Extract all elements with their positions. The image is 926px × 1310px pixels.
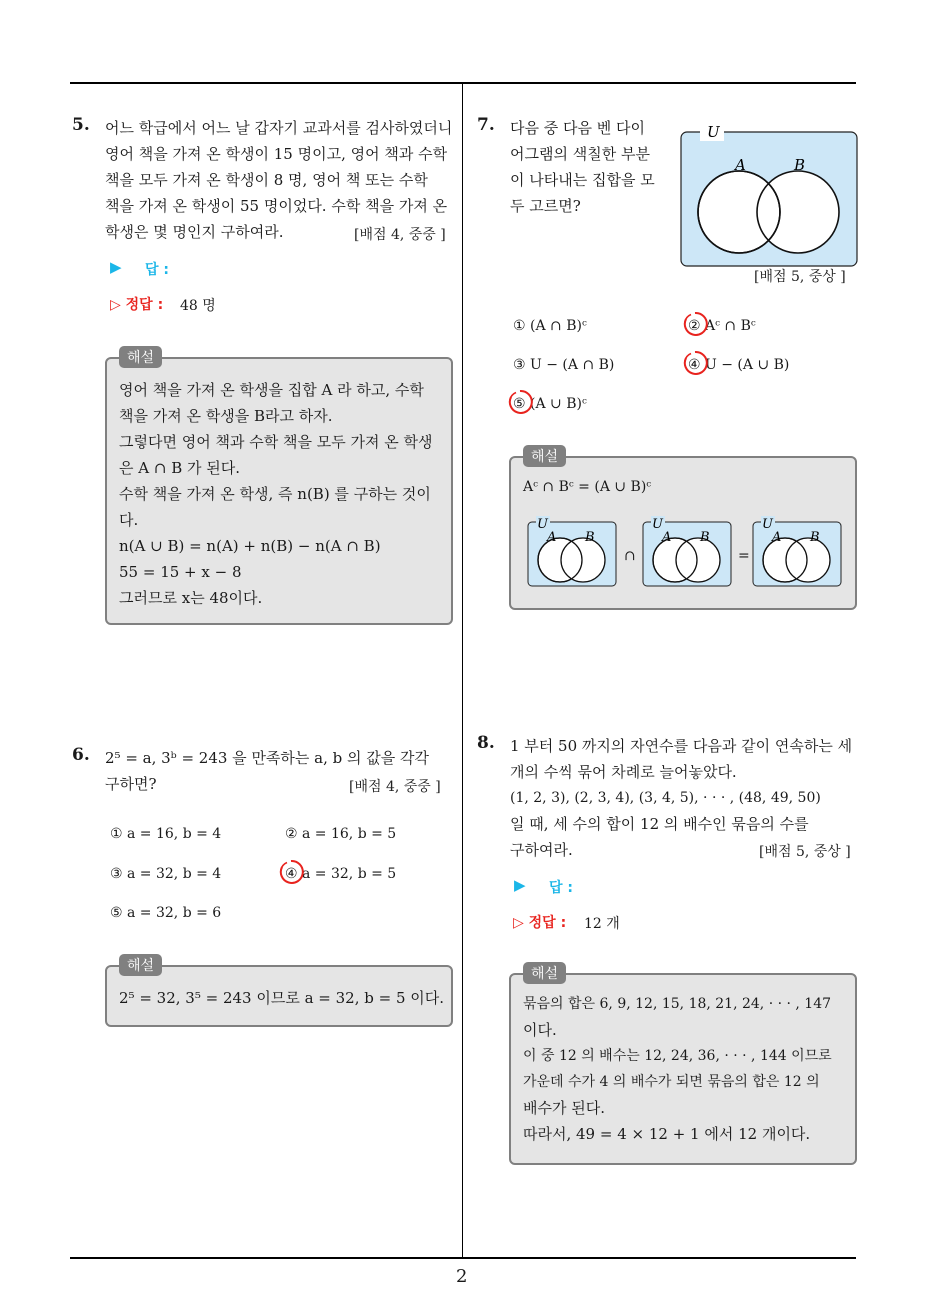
question-number: 6. bbox=[72, 745, 90, 765]
selected-circle-icon bbox=[682, 350, 708, 376]
choice-4[interactable]: ④ a = 32, b = 5 bbox=[285, 866, 397, 882]
selected-circle-icon bbox=[278, 859, 304, 885]
correct-answer-value: 48 명 bbox=[180, 298, 216, 314]
explanation-tag: 해설 bbox=[523, 962, 566, 984]
top-rule bbox=[70, 82, 856, 84]
set-b-label: B bbox=[810, 530, 820, 545]
score-difficulty: [배점 5, 중상 ] bbox=[759, 844, 851, 860]
universe-label: U bbox=[762, 517, 773, 532]
question-line: 두 고르면? bbox=[510, 197, 581, 215]
set-a-label: A bbox=[662, 530, 672, 545]
explanation-line: Aᶜ ∩ Bᶜ = (A ∪ B)ᶜ bbox=[523, 479, 652, 495]
explanation-line: 은 A ∩ B 가 된다. bbox=[119, 459, 240, 477]
question-line: 1 부터 50 까지의 자연수를 다음과 같이 연속하는 세 bbox=[510, 737, 853, 755]
explanation-tag: 해설 bbox=[119, 346, 162, 368]
set-a-label: A bbox=[772, 530, 782, 545]
question-number: 7. bbox=[477, 115, 495, 135]
score-difficulty: [배점 4, 중중 ] bbox=[354, 227, 446, 243]
question-line: 책을 가져 온 학생이 55 명이었다. 수학 책을 가져 온 bbox=[105, 197, 448, 215]
question-line: (1, 2, 3), (2, 3, 4), (3, 4, 5), · · · , (48, 49, 50) bbox=[510, 790, 821, 806]
set-a-label: A bbox=[735, 156, 746, 174]
question-line: 영어 책을 가져 온 학생이 15 명이고, 영어 책과 수학 bbox=[105, 145, 448, 163]
choice-1[interactable]: ① a = 16, b = 4 bbox=[110, 826, 222, 842]
explanation-line: 그러므로 x는 48이다. bbox=[119, 589, 263, 607]
set-a-label: A bbox=[547, 530, 557, 545]
equals-operator: = bbox=[738, 548, 750, 564]
explanation-tag: 해설 bbox=[523, 445, 566, 467]
question-line: 구하여라. bbox=[510, 841, 573, 859]
choice-5[interactable]: ⑤ (A ∪ B)ᶜ bbox=[513, 396, 587, 412]
set-b-label: B bbox=[700, 530, 710, 545]
correct-answer-label bbox=[513, 912, 566, 932]
correct-arrow-icon: ▷ bbox=[513, 915, 529, 931]
answer-arrow-icon: ▶ bbox=[514, 876, 526, 894]
intersect-operator: ∩ bbox=[624, 548, 636, 564]
explanation-box bbox=[105, 958, 453, 1027]
choice-2[interactable]: ② Aᶜ ∩ Bᶜ bbox=[688, 318, 756, 334]
selected-circle-icon bbox=[507, 389, 533, 415]
correct-label-text: 정답 : bbox=[528, 915, 567, 931]
choice-1[interactable]: ① (A ∩ B)ᶜ bbox=[513, 318, 587, 334]
explanation-line: 가운데 수가 4 의 배수가 되면 묶음의 합은 12 의 bbox=[523, 1074, 820, 1090]
correct-answer-label bbox=[110, 294, 163, 314]
question-number: 5. bbox=[72, 115, 90, 135]
universe-label: U bbox=[652, 517, 663, 532]
venn-diagram bbox=[680, 120, 860, 270]
explanation-box bbox=[509, 966, 857, 1165]
correct-label-text: 정답 : bbox=[125, 297, 164, 313]
universe-label: U bbox=[537, 517, 548, 532]
question-line: 구하면? bbox=[105, 775, 157, 793]
set-b-label: B bbox=[585, 530, 595, 545]
choice-3[interactable]: ③ a = 32, b = 4 bbox=[110, 866, 222, 882]
bottom-rule bbox=[70, 1257, 856, 1259]
choice-4[interactable]: ④ U − (A ∪ B) bbox=[688, 357, 790, 373]
question-line: 2⁵ = a, 3ᵇ = 243 을 만족하는 a, b 의 값을 각각 bbox=[105, 749, 430, 767]
venn-panel-3 bbox=[752, 516, 844, 588]
question-line: 다음 중 다음 벤 다이 bbox=[510, 119, 645, 137]
answer-arrow-icon: ▶ bbox=[110, 258, 122, 276]
question-line: 이 나타내는 집합을 모 bbox=[510, 171, 655, 189]
explanation-line: 묶음의 합은 6, 9, 12, 15, 18, 21, 24, · · · , 147 bbox=[523, 996, 832, 1012]
explanation-line: 55 = 15 + x − 8 bbox=[119, 563, 242, 581]
explanation-box bbox=[105, 350, 453, 625]
explanation-line: 책을 가져 온 학생을 B라고 하자. bbox=[119, 407, 333, 425]
question-line: 어그램의 색칠한 부분 bbox=[510, 145, 650, 163]
universe-label: U bbox=[707, 123, 720, 141]
question-line: 일 때, 세 수의 합이 12 의 배수인 묶음의 수를 bbox=[510, 815, 809, 833]
venn-panel-2 bbox=[642, 516, 734, 588]
explanation-box bbox=[509, 449, 857, 610]
score-difficulty: [배점 5, 중상 ] bbox=[754, 269, 846, 285]
question-line: 어느 학급에서 어느 날 갑자기 교과서를 검사하였더니 bbox=[105, 119, 453, 137]
explanation-line: 2⁵ = 32, 3⁵ = 243 이므로 a = 32, b = 5 이다. bbox=[119, 989, 445, 1007]
explanation-line: 이 중 12 의 배수는 12, 24, 36, · · · , 144 이므로 bbox=[523, 1048, 832, 1064]
explanation-line: 따라서, 49 = 4 × 12 + 1 에서 12 개이다. bbox=[523, 1125, 811, 1143]
choice-2[interactable]: ② a = 16, b = 5 bbox=[285, 826, 397, 842]
choice-3[interactable]: ③ U − (A ∩ B) bbox=[513, 357, 615, 373]
explanation-line: 배수가 된다. bbox=[523, 1099, 605, 1117]
explanation-line: n(A ∪ B) = n(A) + n(B) − n(A ∩ B) bbox=[119, 537, 381, 555]
explanation-line: 이다. bbox=[523, 1021, 557, 1039]
score-difficulty: [배점 4, 중중 ] bbox=[349, 779, 441, 795]
selected-circle-icon bbox=[682, 311, 708, 337]
correct-arrow-icon: ▷ bbox=[110, 297, 126, 313]
explanation-line: 수학 책을 가져 온 학생, 즉 n(B) 를 구하는 것이 bbox=[119, 485, 431, 503]
question-line: 개의 수씩 묶어 차례로 늘어놓았다. bbox=[510, 763, 737, 781]
venn-panel-1 bbox=[527, 516, 619, 588]
column-divider bbox=[462, 84, 463, 1258]
explanation-line: 그렇다면 영어 책과 수학 책을 모두 가져 온 학생 bbox=[119, 433, 433, 451]
explanation-line: 다. bbox=[119, 511, 139, 529]
explanation-line: 영어 책을 가져 온 학생을 집합 A 라 하고, 수학 bbox=[119, 381, 424, 399]
answer-label: 답 : bbox=[549, 880, 573, 896]
explanation-tag: 해설 bbox=[119, 954, 162, 976]
page-number: 2 bbox=[456, 1266, 468, 1287]
answer-label: 답 : bbox=[145, 262, 169, 278]
question-line: 책을 모두 가져 온 학생이 8 명, 영어 책 또는 수학 bbox=[105, 171, 428, 189]
set-b-label: B bbox=[794, 156, 806, 174]
question-number: 8. bbox=[477, 733, 495, 753]
choice-5[interactable]: ⑤ a = 32, b = 6 bbox=[110, 905, 222, 921]
question-line: 학생은 몇 명인지 구하여라. bbox=[105, 223, 284, 241]
correct-answer-value: 12 개 bbox=[584, 916, 620, 932]
